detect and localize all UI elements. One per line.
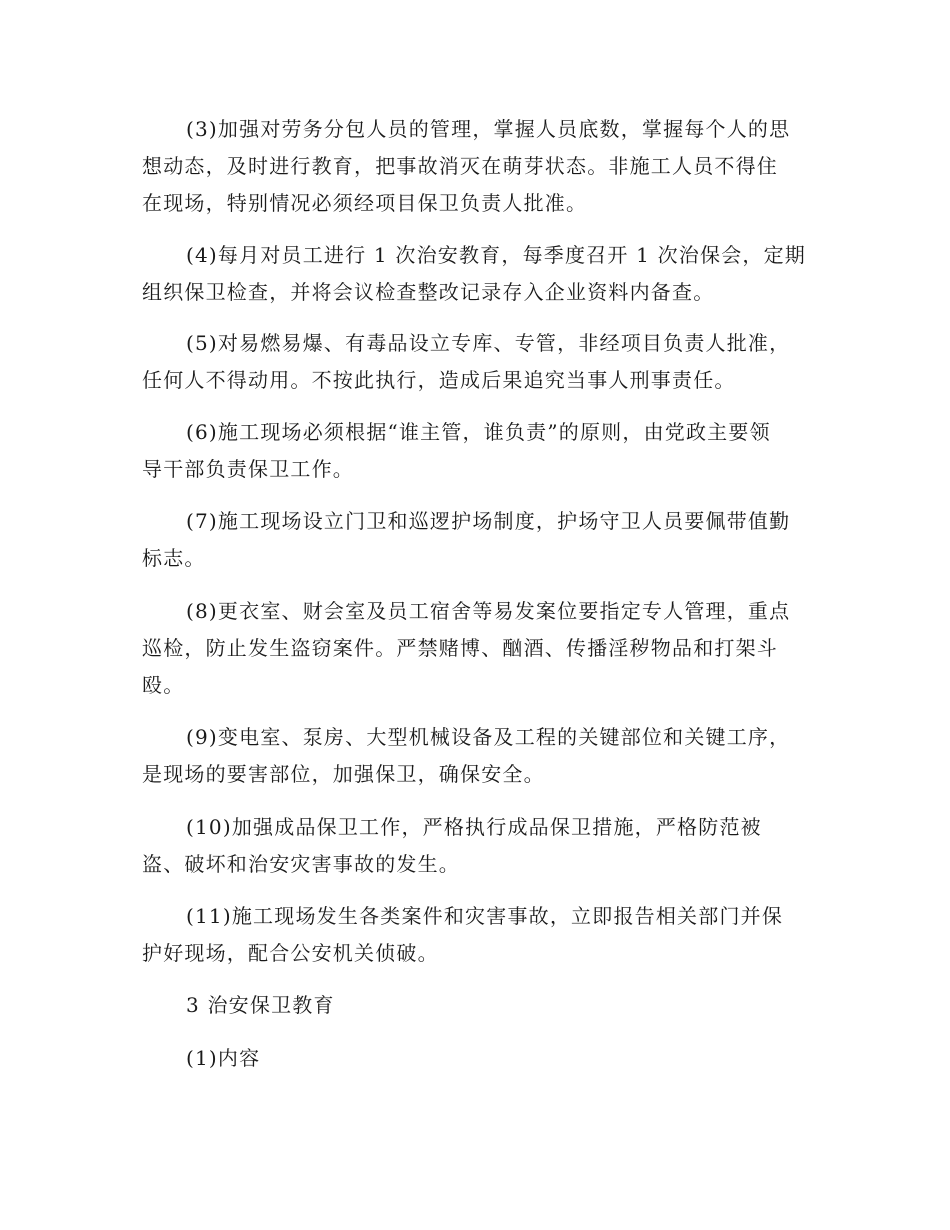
paragraph-line: (8)更衣室、财会室及员工宿舍等易发案位要指定专人管理，重点 (186, 599, 791, 623)
subsection-heading-text: (1)内容 (186, 1046, 261, 1070)
paragraph-line: (5)对易燃易爆、有毒品设立专库、专管，非经项目负责人批准， (186, 331, 791, 355)
paragraph-line: (9)变电室、泵房、大型机械设备及工程的关键部位和关键工序， (186, 725, 791, 749)
paragraph-line: 是现场的要害部位，加强保卫，确保安全。 (142, 762, 545, 786)
section-heading-text: 3 治安保卫教育 (186, 993, 335, 1017)
paragraph-line: 组织保卫检查，并将会议检查整改记录存入企业资料内备查。 (142, 280, 715, 304)
paragraph-line: 盗、破坏和治安灾害事故的发生。 (142, 852, 460, 876)
paragraph-line: 任何人不得动用。不按此执行，造成后果追究当事人刑事责任。 (142, 368, 736, 392)
paragraph-line: (3)加强对劳务分包人员的管理，掌握人员底数，掌握每个人的思 (186, 117, 791, 141)
paragraph-line: 导干部负责保卫工作。 (142, 457, 354, 481)
paragraph-item-7 (142, 503, 810, 577)
subsection-heading (142, 1040, 810, 1077)
paragraph-item-4 (142, 237, 810, 311)
paragraph-item-5 (142, 325, 810, 399)
paragraph-line: 标志。 (142, 546, 206, 570)
paragraph-line: 想动态，及时进行教育，把事故消灭在萌芽状态。非施工人员不得住 (142, 154, 778, 178)
paragraph-item-11 (142, 898, 810, 972)
section-heading (142, 987, 810, 1024)
paragraph-item-9 (142, 719, 810, 793)
paragraph-line: (7)施工现场设立门卫和巡逻护场制度，护场守卫人员要佩带值勤 (186, 509, 791, 533)
paragraph-item-10 (142, 809, 810, 883)
paragraph-line: (11)施工现场发生各类案件和灾害事故，立即报告相关部门并保 (186, 904, 784, 928)
paragraph-item-6 (142, 414, 810, 488)
paragraph-line: 殴。 (142, 673, 185, 697)
paragraph-line: 在现场，特别情况必须经项目保卫负责人批准。 (142, 191, 588, 215)
paragraph-item-3 (142, 111, 810, 222)
paragraph-line: 护好现场，配合公安机关侦破。 (142, 941, 439, 965)
paragraph-line: (4)每月对员工进行 1 次治安教育，每季度召开 1 次治保会，定期 (186, 243, 807, 267)
paragraph-item-8 (142, 593, 810, 704)
paragraph-line: (6)施工现场必须根据“谁主管，谁负责”的原则，由党政主要领 (186, 420, 771, 444)
paragraph-line: 巡检，防止发生盗窃案件。严禁赌博、酗酒、传播淫秽物品和打架斗 (142, 636, 778, 660)
paragraph-line: (10)加强成品保卫工作，严格执行成品保卫措施，严格防范被 (186, 815, 762, 839)
